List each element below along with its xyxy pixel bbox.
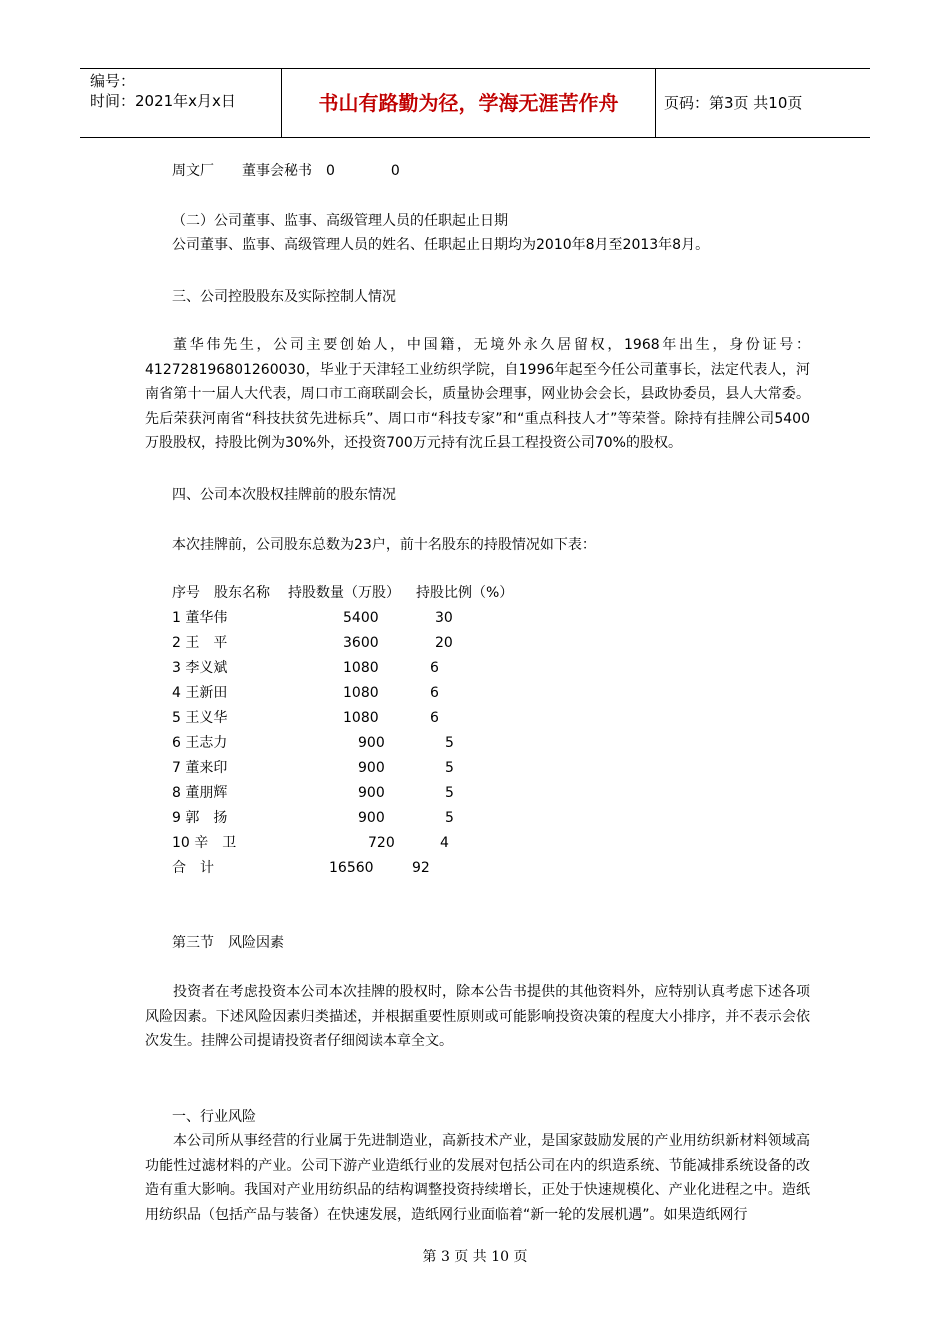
controller-paragraph: 董华伟先生，公司主要创始人，中国籍，无境外永久居留权，1968年出生，身份证号：412728196801260030，毕业于天津轻工业纺织学院，自1996年起至今任公司董事长，法定代表人，河南省第十一届人大代表，周口市工商联副会长，质量协会理事，网业协会会长，县政协委员，县人大常委。先后荣获河南省“科技扶贫先进标兵”、周口市“科技专家”和“重点科技人才”等荣誉。除持有挂牌公司5400万股股权，持股比例为30%外，还投资700万元持有沈丘县工程投资公司70%的股权。 (145, 337, 810, 451)
row-name: 1 董华伟 (172, 610, 228, 626)
col-header-shares: 持股数量（万股） (288, 585, 400, 601)
row-name: 10 辛 卫 (172, 835, 237, 851)
row-ratio: 5 (445, 735, 454, 751)
total-label: 合 计 (172, 860, 214, 876)
risk-paragraph: 投资者在考虑投资本公司本次挂牌的股权时，除本公告书提供的其他资料外，应特别认真考虑下述各项风险因素。下述风险因素归类描述，并根据重要性原则或可能影响投资决策的程度大小排序，并不表示会依次发生。挂牌公司提请投资者仔细阅读本章全文。 (145, 984, 810, 1049)
row-name: 7 董来印 (172, 760, 228, 776)
row-shares: 900 (358, 810, 385, 826)
row-name: 5 王义华 (172, 710, 228, 726)
risk-section-heading: 第三节 风险因素 (172, 935, 284, 951)
term-text: 公司董事、监事、高级管理人员的姓名、任职起止日期均为2010年8月至2013年8月。 (172, 237, 710, 253)
row-shares: 1080 (343, 685, 379, 701)
row-shares: 900 (358, 760, 385, 776)
controller-heading: 三、公司控股股东及实际控制人情况 (172, 289, 396, 305)
header-motto: 书山有路勤为径，学海无涯苦作舟 (282, 69, 656, 137)
row-name: 8 董朋辉 (172, 785, 228, 801)
row-shares: 1080 (343, 710, 379, 726)
header-time-label: 时间：2021年x月x日 (90, 92, 236, 110)
row-shares: 720 (368, 835, 395, 851)
shareholders-intro: 本次挂牌前，公司股东总数为23户，前十名股东的持股情况如下表： (172, 537, 596, 553)
row-shares: 1080 (343, 660, 379, 676)
header-meta (80, 69, 282, 137)
row-name: 3 李义斌 (172, 660, 228, 676)
row-shares: 5400 (343, 610, 379, 626)
shareholders-heading: 四、公司本次股权挂牌前的股东情况 (172, 487, 396, 503)
header-page-label: 页码：第3页 共10页 (664, 94, 803, 112)
page-footer: 第 3 页 共 10 页 (422, 1249, 528, 1265)
industry-risk-heading: 一、行业风险 (172, 1109, 256, 1125)
row-shares: 900 (358, 735, 385, 751)
term-heading: （二）公司董事、监事、高级管理人员的任职起止日期 (172, 213, 508, 229)
row-shares: 3600 (343, 635, 379, 651)
row-ratio: 20 (435, 635, 453, 651)
row-ratio: 6 (430, 685, 439, 701)
total-shares: 16560 (329, 860, 374, 876)
row-name: 9 郭 扬 (172, 810, 228, 826)
row-ratio: 6 (430, 660, 439, 676)
total-ratio: 92 (412, 860, 430, 876)
col-header-ratio: 持股比例（%） (416, 585, 514, 601)
secretary-line: 周文厂 董事会秘书 0 0 (172, 163, 400, 179)
row-name: 2 王 平 (172, 635, 228, 651)
row-ratio: 4 (440, 835, 449, 851)
row-ratio: 5 (445, 760, 454, 776)
row-name: 6 王志力 (172, 735, 228, 751)
col-header-name: 序号 股东名称 (172, 585, 270, 601)
row-ratio: 30 (435, 610, 453, 626)
row-shares: 900 (358, 785, 385, 801)
header-number-label: 编号： (90, 72, 136, 90)
page-header (80, 68, 870, 138)
row-ratio: 6 (430, 710, 439, 726)
row-ratio: 5 (445, 810, 454, 826)
industry-risk-paragraph: 本公司所从事经营的行业属于先进制造业，高新技术产业，是国家鼓励发展的产业用纺织新材料领域高功能性过滤材料的产业。公司下游产业造纸行业的发展对包括公司在内的织造系统、节能减排系统设备的改造有重大影响。我国对产业用纺织品的结构调整投资持续增长，正处于快速规模化、产业化进程之中。造纸用纺织品（包括产品与装备）在快速发展，造纸网行业面临着“新一轮的发展机遇”。如果造纸网行 (145, 1133, 810, 1223)
row-ratio: 5 (445, 785, 454, 801)
row-name: 4 王新田 (172, 685, 228, 701)
